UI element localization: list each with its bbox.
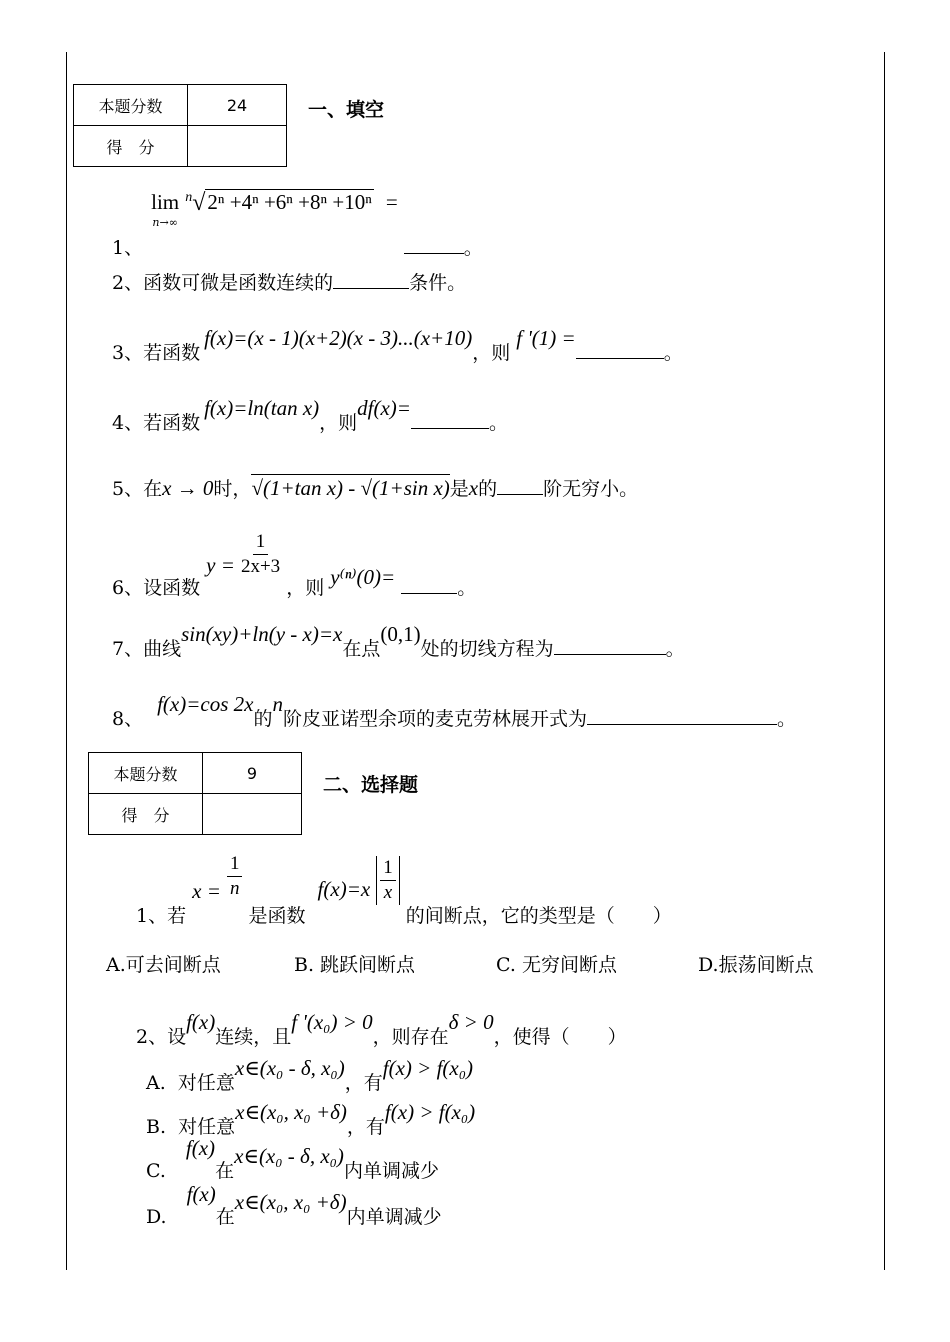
c2-option-b[interactable]: B. 对任意x∈(x₀, x₀ +δ)，有f(x) > f(x₀) bbox=[146, 1100, 476, 1138]
choice-question-2: 2、设f(x)连续，且f '(x₀) > 0，则存在δ > 0，使得（ ） bbox=[136, 1010, 627, 1048]
q4-function-expr: f(x)=ln(tan x) bbox=[204, 396, 320, 420]
c2-option-d[interactable]: D.f(x)在x∈(x₀, x₀ +δ)内单调减少 bbox=[146, 1182, 442, 1228]
question-1: 1、 lim $^{n\to\infty}$ $^n$√2ⁿ +4ⁿ +6ⁿ +8ⁿ +10ⁿ = 。 bbox=[112, 190, 483, 259]
q7-curve-equation: sin(xy)+ln(y - x)=x bbox=[181, 622, 343, 646]
obtained-label: 得 分 bbox=[74, 126, 188, 167]
c2-condition: f '(x₀) > 0 bbox=[291, 1010, 373, 1034]
obtained-label: 得 分 bbox=[89, 794, 203, 835]
c1-option-a[interactable]: A.可去间断点 bbox=[106, 954, 221, 976]
score-value: 9 bbox=[203, 753, 302, 794]
q8-function-expr: f(x)=cos 2x bbox=[157, 692, 254, 716]
c1-floor-bracket: $\frac{1}{x}$ bbox=[376, 856, 400, 905]
c1-fraction: $\frac{1}{n}$ bbox=[227, 852, 243, 901]
q1-radicand: 2ⁿ +4ⁿ +6ⁿ +8ⁿ +10ⁿ bbox=[207, 190, 372, 214]
q6-nth-derivative: y⁽ⁿ⁾(0)= bbox=[330, 564, 396, 589]
c1-option-d[interactable]: D.振荡间断点 bbox=[698, 954, 814, 976]
q8-answer-blank[interactable] bbox=[587, 723, 777, 725]
choice-question-1: 1、若 x = $\frac{1}{n}$ 是函数 f(x)=x $\frac{1}{x}$ 的间断点，它的类型是（ ） bbox=[136, 853, 672, 927]
c2-option-c[interactable]: C.f(x)在x∈(x₀ - δ, x₀)内单调减少 bbox=[146, 1136, 439, 1182]
q2-answer-blank[interactable] bbox=[333, 287, 409, 289]
q3-answer-blank[interactable] bbox=[576, 357, 664, 359]
c1-option-c[interactable]: C. 无穷间断点 bbox=[496, 954, 617, 976]
c2-option-a[interactable]: A. 对任意x∈(x₀ - δ, x₀)，有f(x) > f(x₀) bbox=[146, 1056, 474, 1094]
q5-answer-blank[interactable] bbox=[497, 493, 543, 495]
q1-number: 1、 bbox=[112, 237, 144, 259]
score-box-1 bbox=[73, 84, 287, 167]
q6-answer-blank[interactable] bbox=[401, 592, 457, 594]
q5-condition: x → 0 bbox=[162, 476, 214, 500]
score-label: 本题分数 bbox=[89, 753, 203, 794]
q4-answer-blank[interactable] bbox=[411, 427, 489, 429]
question-6: 6、设函数 y = $\frac{1}{2x+3}$ ，则 y⁽ⁿ⁾(0)= 。 bbox=[112, 531, 477, 599]
question-5: 5、在x → 0时，√(1+tan x) - √(1+sin x)是x的 阶无穷小。 bbox=[112, 476, 639, 500]
q6-fraction: $\frac{1}{2x+3}$ bbox=[240, 531, 281, 577]
q3-function-expr: f(x)=(x - 1)(x+2)(x - 3)...(x+10) bbox=[204, 326, 473, 350]
q3-derivative-expr: f '(1) = bbox=[516, 326, 576, 350]
section-1-title: 一、填空 bbox=[308, 99, 385, 121]
question-8: 8、f(x)=cos 2x的n阶皮亚诺型余项的麦克劳林展开式为 。 bbox=[112, 692, 797, 730]
question-3: 3、若函数f(x)=(x - 1)(x+2)(x - 3)...(x+10)，则f '(1) =。 bbox=[112, 326, 683, 364]
obtained-score-field[interactable] bbox=[188, 126, 287, 167]
obtained-score-field[interactable] bbox=[203, 794, 302, 835]
right-border-line bbox=[884, 52, 885, 1270]
c1-function-expr: f(x)=x bbox=[317, 876, 371, 901]
c1-option-b[interactable]: B. 跳跃间断点 bbox=[294, 954, 416, 976]
section-2-title: 二、选择题 bbox=[323, 774, 419, 796]
left-border-line bbox=[66, 52, 67, 1270]
q7-answer-blank[interactable] bbox=[554, 653, 666, 655]
question-7: 7、曲线sin(xy)+ln(y - x)=x在点(0,1)处的切线方程为 。 bbox=[112, 622, 685, 660]
question-4: 4、若函数f(x)=ln(tan x)，则df(x)=。 bbox=[112, 396, 508, 434]
q4-differential-expr: df(x)= bbox=[357, 396, 411, 420]
q5-expression: √(1+tan x) - √(1+sin x) bbox=[251, 476, 450, 500]
question-2: 2、函数可微是函数连续的 条件。 bbox=[112, 272, 467, 294]
score-value: 24 bbox=[188, 85, 287, 126]
score-box-2 bbox=[88, 752, 302, 835]
score-label: 本题分数 bbox=[74, 85, 188, 126]
q1-answer-blank[interactable] bbox=[404, 252, 464, 254]
q1-limit: lim $^{n\to\infty}$ bbox=[151, 190, 180, 229]
